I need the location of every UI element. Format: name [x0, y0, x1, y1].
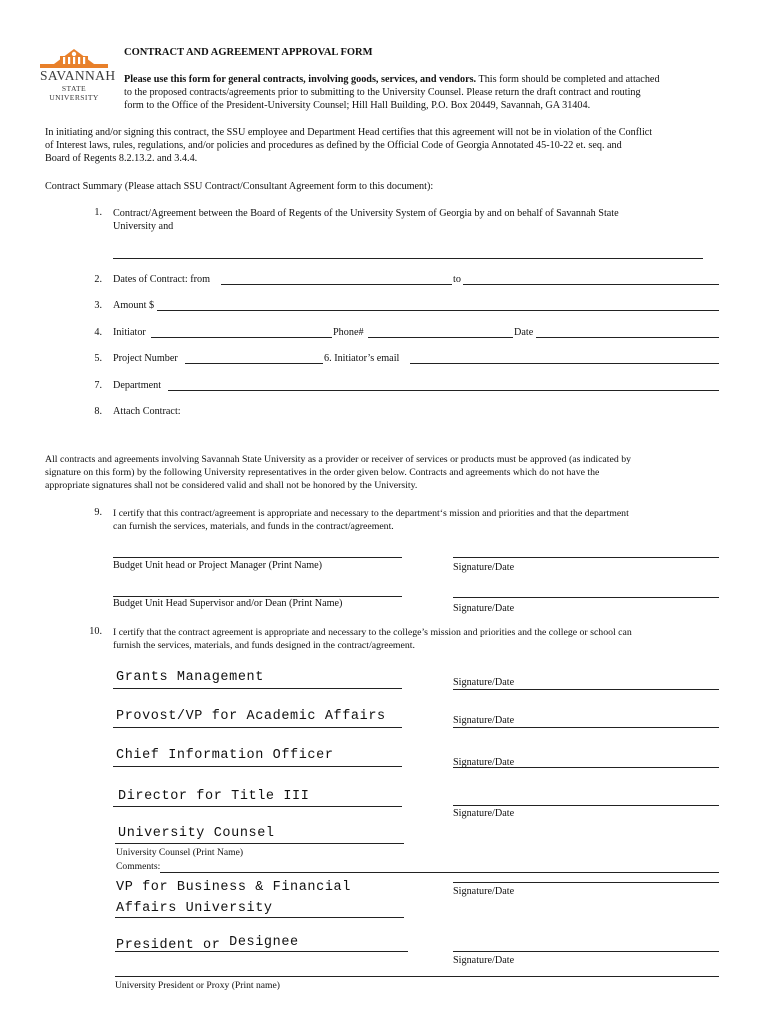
cert-line1: In initiating and/or signing this contract, the SSU employee and Department Head certifies that this agreement will not be in violation of the Conflict: [45, 127, 653, 138]
intro-line1: This form should be completed and attached: [478, 74, 660, 85]
item-5-number: 5.: [94, 353, 102, 364]
signature-date-label: Signature/Date: [453, 886, 515, 897]
item-3-number: 3.: [94, 300, 102, 311]
attach-contract-label: Attach Contract:: [113, 406, 181, 417]
designee-text: Designee: [229, 935, 299, 950]
president-name-field[interactable]: [115, 951, 408, 952]
budget-head-label: Budget Unit head or Project Manager (Print Name): [113, 560, 323, 571]
department-label: Department: [113, 380, 162, 391]
date-label: Date: [514, 327, 534, 338]
intro-line2: to the proposed contracts/agreements prior to submitting to the University Counsel. Please return the draft contract and routing: [124, 87, 641, 98]
section-9-line2: can furnish the services, materials, and funds in the contract/agreement.: [113, 521, 394, 532]
provost-name: Provost/VP for Academic Affairs: [116, 709, 386, 724]
approval-line2: signature on this form) by the following University representatives in the order given below. Contracts and agreements which do not have the: [45, 467, 600, 478]
section-10-number: 10.: [89, 626, 102, 637]
date-to-field[interactable]: [463, 284, 719, 285]
signature-date-label: Signature/Date: [453, 955, 515, 966]
section-9-number: 9.: [94, 507, 102, 518]
phone-field[interactable]: [368, 337, 513, 338]
dates-label: Dates of Contract: from: [113, 274, 211, 285]
cert-line2: of Interest laws, rules, regulations, and/or policies and procedures as defined by the Official Code of Georgia Annotated 45-10-22 et. seq. and: [45, 140, 622, 151]
grants-signature-field[interactable]: [453, 689, 719, 690]
item-4-number: 4.: [94, 327, 102, 338]
dates-to-label: to: [453, 274, 461, 285]
item-1-line2: University and: [113, 221, 174, 232]
item-1-line1: Contract/Agreement between the Board of Regents of the University System of Georgia by and on behalf of Savannah State: [113, 208, 619, 219]
vp-business-name-field[interactable]: [115, 917, 404, 918]
section-9-line1: I certify that this contract/agreement is appropriate and necessary to the department‘s mission and priorities and that the department: [113, 508, 629, 519]
signature-date-label: Signature/Date: [453, 562, 515, 573]
section-10-line1: I certify that the contract agreement is appropriate and necessary to the college’s mission and priorities and the college or school can: [113, 627, 632, 638]
president-signature-field[interactable]: [453, 951, 719, 952]
cio-name: Chief Information Officer: [116, 748, 334, 763]
grants-name-field[interactable]: [113, 688, 402, 689]
building-facade-icon: [40, 48, 108, 70]
date-from-field[interactable]: [221, 284, 452, 285]
cert-line3: Board of Regents 8.2.13.2. and 3.4.4.: [45, 153, 198, 164]
party-name-field[interactable]: [113, 258, 703, 259]
vp-business-line2: Affairs University: [116, 901, 273, 916]
provost-name-field[interactable]: [113, 727, 402, 728]
budget-head-signature-field[interactable]: [453, 557, 719, 558]
comments-label: Comments:: [116, 861, 161, 872]
signature-date-label: Signature/Date: [453, 715, 515, 726]
initiator-email-label: 6. Initiator’s email: [324, 353, 400, 364]
amount-field[interactable]: [157, 310, 719, 311]
university-counsel-name: University Counsel: [118, 826, 275, 841]
item-1-number: 1.: [94, 207, 102, 218]
title-iii-director-name: Director for Title III: [118, 789, 310, 804]
approval-line1: All contracts and agreements involving Savannah State University as a provider or receiver of services or products must be approved (as indicated by: [45, 454, 631, 465]
item-8-number: 8.: [94, 406, 102, 417]
cio-name-field[interactable]: [113, 766, 402, 767]
vp-business-signature-field[interactable]: [453, 882, 719, 883]
logo-subtitle: STATE UNIVERSITY: [49, 84, 99, 102]
signature-date-label: Signature/Date: [453, 603, 515, 614]
summary-heading: Contract Summary (Please attach SSU Contract/Consultant Agreement form to this document):: [45, 181, 434, 192]
grants-management-name: Grants Management: [116, 670, 264, 685]
supervisor-label: Budget Unit Head Supervisor and/or Dean (Print Name): [113, 598, 343, 609]
president-proxy-field[interactable]: [115, 976, 719, 977]
title-iii-name-field[interactable]: [113, 806, 402, 807]
vp-business-line1: VP for Business & Financial: [116, 880, 351, 895]
signature-date-label: Signature/Date: [453, 757, 515, 768]
approval-line3: appropriate signatures shall not be considered valid and shall not be honored by the University.: [45, 480, 418, 491]
item-7-number: 7.: [94, 380, 102, 391]
section-10-line2: furnish the services, materials, and funds designed in the contract/agreement.: [113, 640, 415, 651]
project-number-label: Project Number: [113, 353, 178, 364]
vp-business-name: [116, 877, 351, 919]
intro-bold: Please use this form for general contracts, involving goods, services, and vendors.: [124, 74, 477, 85]
date-field[interactable]: [536, 337, 719, 338]
budget-head-name-field[interactable]: [113, 557, 402, 558]
amount-label: Amount $: [113, 300, 155, 311]
phone-label: Phone#: [333, 327, 364, 338]
counsel-name-field[interactable]: [115, 843, 404, 844]
supervisor-name-field[interactable]: [113, 596, 402, 597]
form-title: CONTRACT AND AGREEMENT APPROVAL FORM: [124, 47, 373, 58]
signature-date-label: Signature/Date: [453, 677, 515, 688]
approval-note: [45, 453, 735, 492]
initiator-email-field[interactable]: [410, 363, 719, 364]
supervisor-signature-field[interactable]: [453, 597, 719, 598]
title-iii-signature-field[interactable]: [453, 805, 719, 806]
signature-date-label: Signature/Date: [453, 808, 515, 819]
intro-line3: form to the Office of the President-University Counsel; Hill Hall Building, P.O. Box 20449, Savannah, GA 31404.: [124, 100, 591, 111]
logo-name: SAVANNAH: [40, 68, 116, 83]
provost-signature-field[interactable]: [453, 727, 719, 728]
department-field[interactable]: [168, 390, 719, 391]
certification-text: [45, 126, 725, 165]
president-text: President or: [116, 938, 221, 953]
counsel-print-label: University Counsel (Print Name): [116, 847, 244, 858]
project-number-field[interactable]: [185, 363, 323, 364]
initiator-field[interactable]: [151, 337, 332, 338]
president-proxy-label: University President or Proxy (Print name): [115, 980, 280, 991]
initiator-label: Initiator: [113, 327, 146, 338]
intro-text: [124, 73, 724, 112]
item-2-number: 2.: [94, 274, 102, 285]
comments-field[interactable]: [160, 872, 719, 873]
